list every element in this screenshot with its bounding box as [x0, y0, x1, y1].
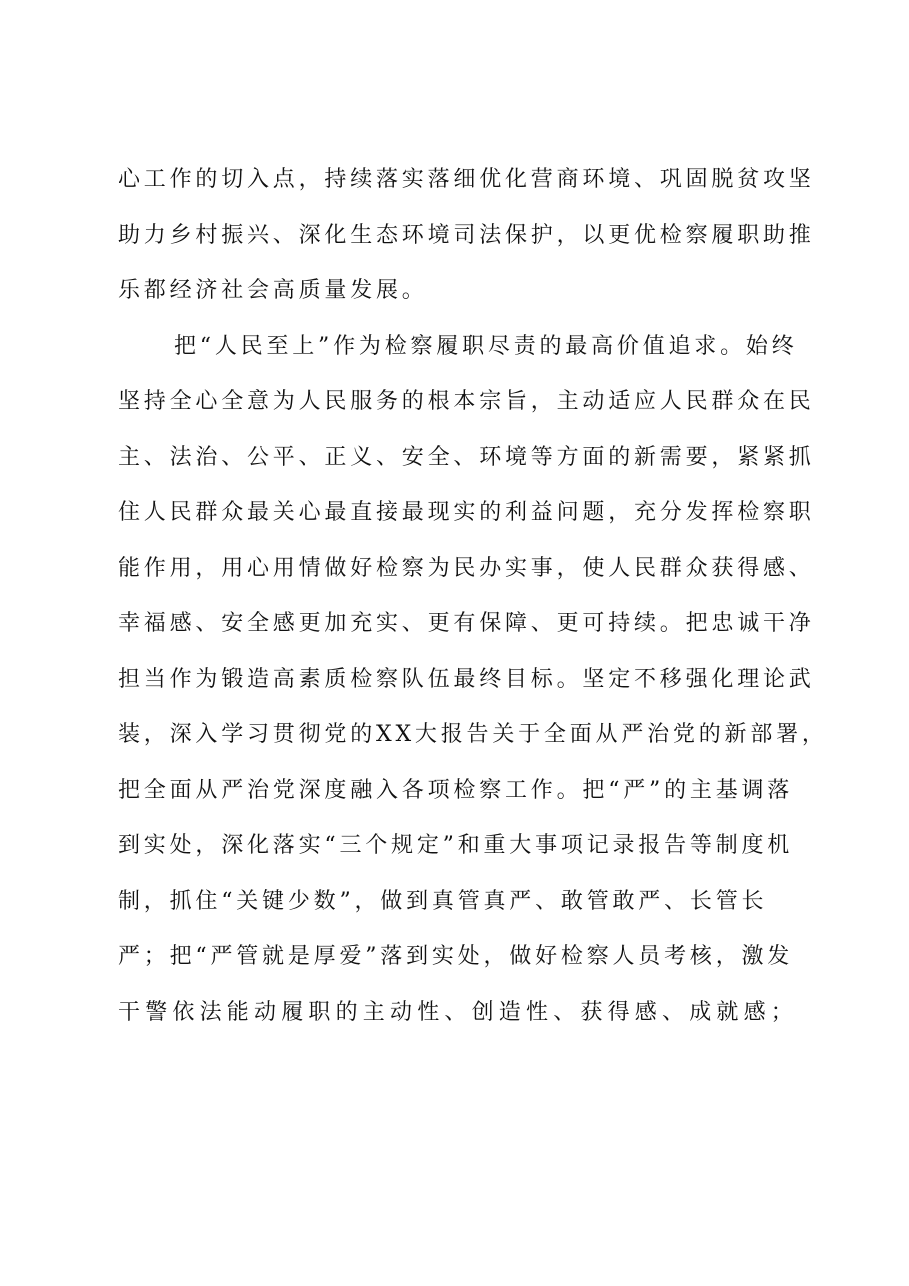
paragraph-line: 乐都经济社会高质量发展。 [118, 278, 428, 303]
paragraph-line: 装，深入学习贯彻党的XX大报告关于全面从严治党的新部署， [118, 722, 828, 747]
paragraph-line: 干警依法能动履职的主动性、创造性、获得感、成就感； [118, 999, 799, 1025]
paragraph-1 [118, 152, 815, 319]
paragraph-line: 主、法治、公平、正义、安全、环境等方面的新需要，紧紧抓 [118, 444, 815, 470]
paragraph-line: 住人民群众最关心最直接最现实的利益问题，充分发挥检察职 [118, 500, 815, 525]
paragraph-line: 把全面从严治党深度融入各项检察工作。把“严”的主基调落 [118, 777, 794, 803]
paragraph-line: 到实处，深化落实“三个规定”和重大事项记录报告等制度机 [118, 833, 794, 858]
paragraph-line: 制，抓住“关键少数”，做到真管真严、敢管敢严、长管长 [118, 888, 768, 914]
paragraph-line: 严；把“严管就是厚爱”落到实处，做好检察人员考核，激发 [118, 944, 794, 969]
paragraph-line: 能作用，用心用情做好检察为民办实事，使人民群众获得感、 [118, 555, 815, 581]
paragraph-line: 幸福感、安全感更加充实、更有保障、更可持续。把忠诚干净 [118, 611, 815, 636]
paragraph-line: 心工作的切入点，持续落实落细优化营商环境、巩固脱贫攻坚 [118, 167, 815, 192]
paragraph-line: 助力乡村振兴、深化生态环境司法保护，以更优检察履职助推 [118, 222, 815, 248]
paragraph-line: 把“人民至上”作为检察履职尽责的最高价值追求。始终 [174, 333, 798, 359]
paragraph-line: 担当作为锻造高素质检察队伍最终目标。坚定不移强化理论武 [118, 666, 815, 692]
paragraph-2 [118, 319, 828, 1041]
document-body [118, 152, 828, 1040]
paragraph-line: 坚持全心全意为人民服务的根本宗旨，主动适应人民群众在民 [118, 389, 815, 414]
